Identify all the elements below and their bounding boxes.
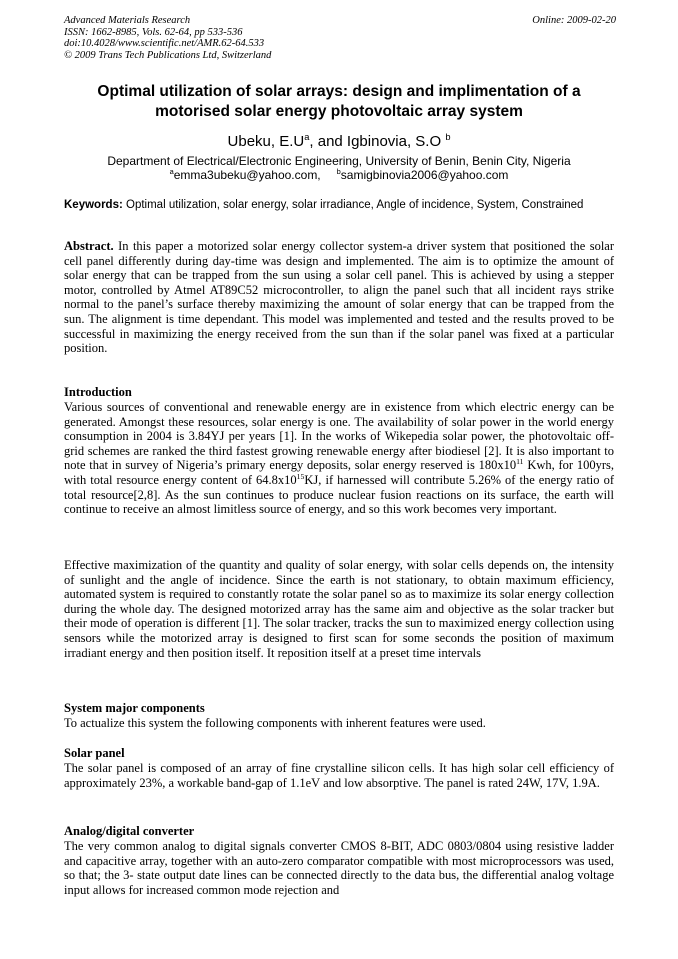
email-line <box>64 168 614 182</box>
intro-p1-part-c: KJ, if harnessed will contribute 5.26% of the energy ratio of total resource[2,8]. As the sun continues to produce nuclear fusion reactions on its surface, the earth will continue to receive an almost limitless source of energy, and so this work becomes very important. <box>64 472 614 517</box>
components-heading: System major components <box>64 701 205 715</box>
author-2-sup: b <box>445 132 451 142</box>
intro-p1-part-a: Various sources of conventional and renewable energy are in existence from which electric energy can be generated. Amongst these resources, solar energy is one. The availability of solar power in the world energy consumption in 2004 is 3.84YJ per years [1]. In the works of Wikepedia solar power, the photovoltaic off-grid schemes are ranked the third fastest growing renewable energy after biodiesel [2]. It is also important to note that in survey of Nigeria’s primary energy deposits, solar energy reserved is 180x10 <box>64 400 614 473</box>
online-date: Online: 2009-02-20 <box>532 15 616 26</box>
author-joiner: , and Igbinovia, S.O <box>309 133 442 150</box>
author-1: Ubeku, E.U <box>227 133 305 150</box>
affiliation: Department of Electrical/Electronic Engineering, University of Benin, Benin City, Nigeria <box>107 154 571 168</box>
issn-line: ISSN: 1662-8985, Vols. 62-64, pp 533-536 <box>64 26 243 38</box>
intro-p1-part-b: Kwh, for 100yrs, with total resource energy content of 64.8x10 <box>64 458 614 487</box>
components-text: To actualize this system the following components with inherent features were used. <box>64 716 486 730</box>
keywords-text: Optimal utilization, solar energy, solar irradiance, Angle of incidence, System, Constrained <box>126 199 584 211</box>
intro-p1-sup-1: 11 <box>516 457 524 467</box>
email-a[interactable]: emma3ubeku@yahoo.com, <box>173 168 321 182</box>
paper-title <box>64 82 614 122</box>
copyright-line: © 2009 Trans Tech Publications Ltd, Switzerland <box>64 49 272 61</box>
solar-panel-text: The solar panel is composed of an array of fine crystalline silicon cells. It has high solar cell efficiency of approximately 23%, a workable band-gap of 1.1eV and low absorptive. The panel is rated 24W, 17V, 1.9A. <box>64 761 614 790</box>
abstract-label: Abstract. <box>64 239 114 253</box>
intro-p1-sup-2: 15 <box>296 471 305 481</box>
solar-panel-heading: Solar panel <box>64 746 125 760</box>
doi-line: doi:10.4028/www.scientific.net/AMR.62-64.533 <box>64 38 265 49</box>
title-line-1: Optimal utilization of solar arrays: design and implimentation of a <box>97 83 581 100</box>
email-b[interactable]: samigbinovia2006@yahoo.com <box>340 168 509 182</box>
abstract-text: In this paper a motorized solar energy collector system-a driver system that positioned the solar cell panel differently during day-time was design and implemented. The aim is to optimize the amount of solar energy that can be trapped from the sun using a solar cell panel. This is achieved by using a stepper motor, controlled by Atmel AT89C52 microcontroller, to align the panel such that all incident rays strike normal to the panel’s surface thereby maximizing the amount of solar energy that can be trapped from the sun. The alignment is time dependant. This model was implemented and tested and the results proved to be successful in maximizing the energy received from the sun than if the solar panel was fixed at a particular position. <box>64 239 614 356</box>
email-b-sup: b <box>336 167 341 176</box>
title-line-2: motorised solar energy photovoltaic array system <box>155 103 523 120</box>
journal-header <box>64 15 271 61</box>
keywords-label: Keywords: <box>64 199 123 211</box>
introduction-paragraph-2: Effective maximization of the quantity and quality of solar energy, with solar cells depends on, the intensity of sunlight and the angle of incidence. Since the earth is not stationary, to obtain maximum efficiency, automated system is required to constantly rotate the solar panel so as to maximize its solar energy collection during the whole day. The designed motorized array has the same aim and objective as the solar tracker but their mode of operation is different [1]. The solar tracker, tracks the sun to maximized energy collection using sensors while the motorized array is designed to first scan for some seconds the position of maximum irradiant energy and then position itself. It reposition itself at a preset time intervals <box>64 558 614 660</box>
email-a-sup: a <box>169 167 174 176</box>
journal-name: Advanced Materials Research <box>64 15 191 26</box>
author-1-sup: a <box>304 132 310 142</box>
introduction-paragraph-1 <box>64 400 614 517</box>
author-line <box>64 133 614 151</box>
adc-text: The very common analog to digital signals converter CMOS 8-BIT, ADC 0803/0804 using resistive ladder and capacitive array, together with an auto-zero comparator compatible with most microprocessors was used, so that; the 3- state output date lines can be connected directly to the data bus, the differential analog voltage input allows for increased common mode rejection and <box>64 839 614 897</box>
keywords <box>64 198 614 212</box>
introduction-heading: Introduction <box>64 385 132 399</box>
adc-heading: Analog/digital converter <box>64 824 195 838</box>
abstract <box>64 239 614 356</box>
